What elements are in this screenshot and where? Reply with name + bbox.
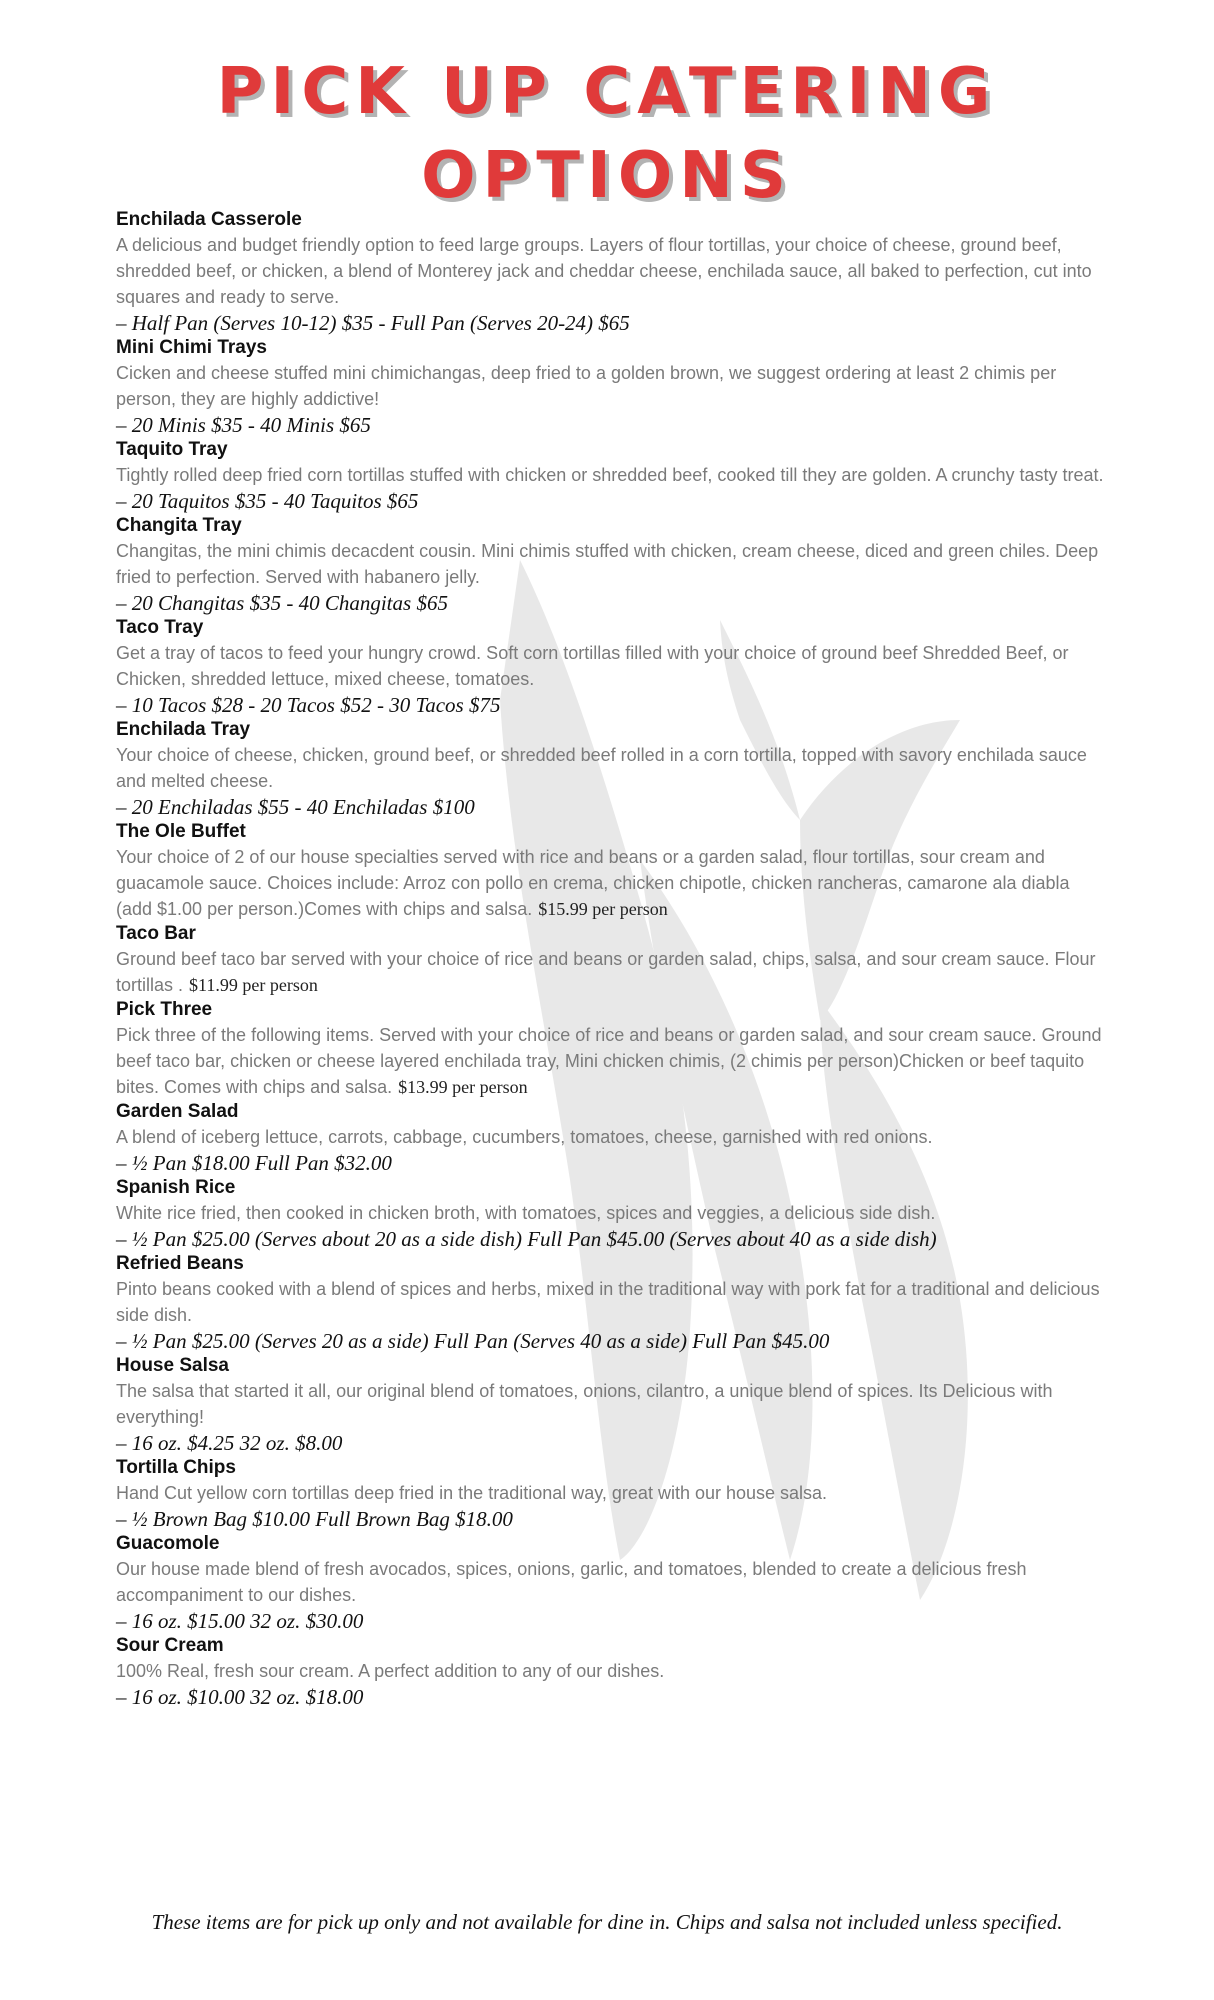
item-description: Hand Cut yellow corn tortillas deep fried in the traditional way, great with our house salsa. [116, 1483, 828, 1503]
item-name: Changita Tray [116, 515, 242, 536]
menu-item [116, 922, 1106, 998]
menu-item [116, 998, 1106, 1100]
item-name: Garden Salad [116, 1101, 239, 1122]
menu-item [116, 718, 1106, 820]
item-description: The salsa that started it all, our original blend of tomatoes, onions, cilantro, a unique blend of spices. Its Delicious with everything! [116, 1381, 1053, 1427]
item-price: – ½ Brown Bag $10.00 Full Brown Bag $18.00 [116, 1507, 513, 1531]
menu-item [116, 336, 1106, 438]
item-description-text: Pick three of the following items. Served with your choice of rice and beans or garden salad, and sour cream sauce. Ground beef taco bar, chicken or cheese layered enchilada tray, Mini chicken chimis, (2 chimis per person)Chicken or beef taquito bites. Comes with chips and salsa. [116, 1025, 1102, 1097]
menu-list [116, 208, 1106, 1710]
item-description: A blend of iceberg lettuce, carrots, cabbage, cucumbers, tomatoes, cheese, garnished with red onions. [116, 1127, 933, 1147]
item-name: Taco Tray [116, 617, 204, 638]
item-price: – ½ Pan $25.00 (Serves 20 as a side) Full Pan (Serves 40 as a side) Full Pan $45.00 [116, 1329, 830, 1353]
menu-item [116, 1100, 1106, 1176]
item-description: Pinto beans cooked with a blend of spices and herbs, mixed in the traditional way with pork fat for a traditional and delicious side dish. [116, 1279, 1100, 1325]
footer-note: These items are for pick up only and not available for dine in. Chips and salsa not included unless specified. [151, 1910, 1063, 1934]
item-price: – 16 oz. $4.25 32 oz. $8.00 [116, 1431, 343, 1455]
menu-item [116, 820, 1106, 922]
item-price: $15.99 per person [538, 899, 668, 919]
item-name: The Ole Buffet [116, 821, 246, 842]
item-price: – 10 Tacos $28 - 20 Tacos $52 - 30 Tacos $75 [116, 693, 501, 717]
item-description [116, 946, 1106, 998]
item-description [116, 844, 1106, 922]
item-description: 100% Real, fresh sour cream. A perfect addition to any of our dishes. [116, 1661, 665, 1681]
menu-item [116, 438, 1106, 514]
item-description: Get a tray of tacos to feed your hungry crowd. Soft corn tortillas filled with your choice of ground beef Shredded Beef, or Chicken, shredded lettuce, mixed cheese, tomatoes. [116, 643, 1069, 689]
menu-item [116, 514, 1106, 616]
title-line-2: OPTIONS [421, 139, 793, 213]
menu-item [116, 1354, 1106, 1456]
item-name: Taquito Tray [116, 439, 228, 460]
item-description: White rice fried, then cooked in chicken broth, with tomatoes, spices and veggies, a delicious side dish. [116, 1203, 936, 1223]
item-description-text: Your choice of 2 of our house specialties served with rice and beans or a garden salad, flour tortillas, sour cream and guacamole sauce. Choices include: Arroz con pollo en crema, chicken chipotle, chicken rancheras, camarone ala diabla (add $1.00 per person.)Comes with chips and salsa. [116, 847, 1070, 919]
item-name: Enchilada Casserole [116, 209, 302, 230]
title-line-1: PICK UP CATERING [216, 55, 998, 129]
item-description-text: Ground beef taco bar served with your choice of rice and beans or garden salad, chips, salsa, and sour cream sauce. Flour tortillas . [116, 949, 1096, 995]
item-price: – ½ Pan $18.00 Full Pan $32.00 [116, 1151, 392, 1175]
item-price: – ½ Pan $25.00 (Serves about 20 as a side dish) Full Pan $45.00 (Serves about 40 as a side dish) [116, 1227, 937, 1251]
item-description [116, 1022, 1106, 1100]
item-name: Pick Three [116, 999, 213, 1020]
item-price: – 20 Taquitos $35 - 40 Taquitos $65 [116, 489, 419, 513]
item-description: Tightly rolled deep fried corn tortillas stuffed with chicken or shredded beef, cooked till they are golden. A crunchy tasty treat. [116, 465, 1104, 485]
menu-item [116, 1456, 1106, 1532]
item-price: $11.99 per person [189, 975, 318, 995]
item-description: Cicken and cheese stuffed mini chimichangas, deep fried to a golden brown, we suggest ordering at least 2 chimis per person, they are highly addictive! [116, 363, 1057, 409]
item-price: – Half Pan (Serves 10-12) $35 - Full Pan (Serves 20-24) $65 [116, 311, 630, 335]
item-description: A delicious and budget friendly option to feed large groups. Layers of flour tortillas, your choice of cheese, ground beef, shredded beef, or chicken, a blend of Monterey jack and cheddar cheese, enchilada sauce, all baked to perfection, cut into squares and ready to serve. [116, 235, 1092, 307]
menu-item [116, 616, 1106, 718]
menu-item [116, 1252, 1106, 1354]
item-name: Sour Cream [116, 1635, 224, 1656]
item-name: Refried Beans [116, 1253, 244, 1274]
page-title [0, 50, 1214, 218]
item-name: Spanish Rice [116, 1177, 236, 1198]
menu-item [116, 1532, 1106, 1634]
item-description: Our house made blend of fresh avocados, spices, onions, garlic, and tomatoes, blended to create a delicious fresh accompaniment to our dishes. [116, 1559, 1027, 1605]
item-description: Changitas, the mini chimis decacdent cousin. Mini chimis stuffed with chicken, cream cheese, diced and green chiles. Deep fried to perfection. Served with habanero jelly. [116, 541, 1099, 587]
item-name: Guacomole [116, 1533, 220, 1554]
item-price: – 16 oz. $15.00 32 oz. $30.00 [116, 1609, 364, 1633]
item-price: – 20 Minis $35 - 40 Minis $65 [116, 413, 371, 437]
item-price: – 16 oz. $10.00 32 oz. $18.00 [116, 1685, 364, 1709]
item-name: Taco Bar [116, 923, 196, 944]
item-name: Mini Chimi Trays [116, 337, 267, 358]
item-name: Enchilada Tray [116, 719, 251, 740]
menu-item [116, 208, 1106, 336]
item-name: Tortilla Chips [116, 1457, 236, 1478]
item-name: House Salsa [116, 1355, 229, 1376]
menu-item [116, 1634, 1106, 1710]
item-price: – 20 Changitas $35 - 40 Changitas $65 [116, 591, 448, 615]
item-price: – 20 Enchiladas $55 - 40 Enchiladas $100 [116, 795, 475, 819]
menu-item [116, 1176, 1106, 1252]
item-price: $13.99 per person [398, 1077, 528, 1097]
item-description: Your choice of cheese, chicken, ground beef, or shredded beef rolled in a corn tortilla, topped with savory enchilada sauce and melted cheese. [116, 745, 1087, 791]
